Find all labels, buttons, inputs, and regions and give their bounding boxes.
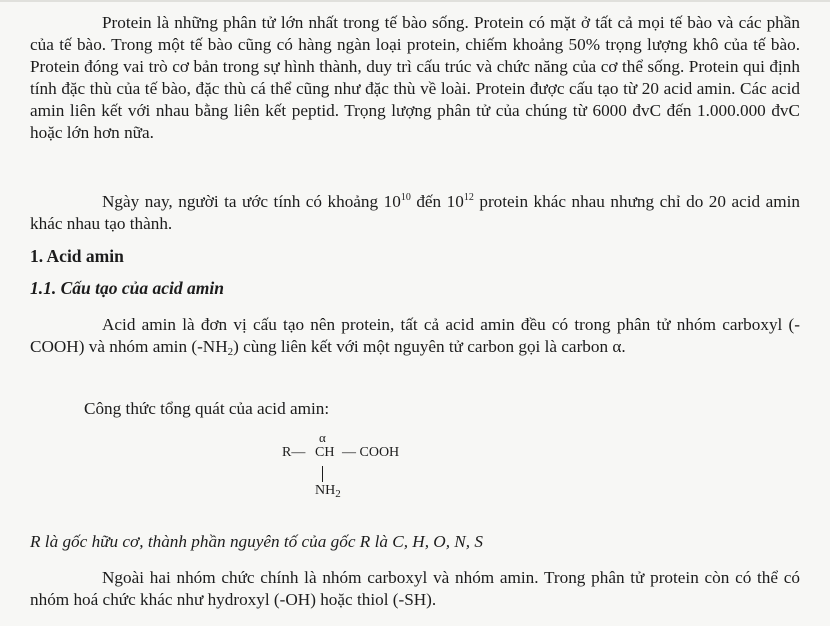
vertical-bond — [322, 466, 323, 482]
exponent: 12 — [463, 192, 474, 203]
alpha-carbon: CH — [315, 445, 335, 460]
subscript: 2 — [335, 488, 341, 500]
section-heading: 1. Acid amin — [30, 246, 124, 266]
paragraph-protein-count — [30, 191, 800, 235]
carboxyl-group: — COOH — [342, 445, 400, 460]
subsection-heading: 1.1. Cấu tạo của acid amin — [30, 278, 224, 298]
text-segment: ) cùng liên kết với một nguyên tử carbon gọi là carbon α. — [233, 337, 626, 357]
r-group: R— — [282, 445, 306, 460]
paragraph-general-formula-label: Công thức tổng quát của acid amin: — [84, 399, 330, 418]
paragraph-r-group-note: R là gốc hữu cơ, thành phần nguyên tố của gốc R là C, H, O, N, S — [30, 532, 483, 551]
amino-symbol: NH — [315, 483, 336, 498]
paragraph-amino-acid-definition — [30, 314, 800, 358]
paragraph-protein-intro: Protein là những phân tử lớn nhất trong tế bào sống. Protein có mặt ở tất cả mọi tế bào và các phần của tế bào. Trong một tế bào cũng có hàng ngàn loại protein, chiếm khoảng 50% trọng lượng khô của tế bào. Protein đóng vai trò cơ bản trong sự hình thành, duy trì cấu trúc và chức năng của cơ thể sống. Protein qui định tính đặc thù của tế bào, đặc thù cá thể cũng như đặc thù về loài. Protein được cấu tạo từ 20 acid amin. Các acid amin liên kết với nhau bằng liên kết peptid. Trọng lượng phân tử của chúng từ 6000 đvC đến 1.000.000 đvC hoặc lớn hơn nữa. — [30, 13, 800, 143]
text-segment: protein khác nhau nhưng chỉ do 20 acid amin khác nhau tạo thành. — [30, 192, 800, 234]
alpha-label: α — [319, 430, 326, 445]
text-segment: Acid amin là đơn vị cấu tạo nên protein, tất cả acid amin đều có trong phân tử nhóm carboxyl (-COOH) và nhóm amin (-NH — [30, 315, 800, 357]
subscript: 2 — [227, 346, 234, 359]
text-segment: Ngày nay, người ta ước tính có khoảng 10 — [102, 192, 401, 211]
scan-edge — [0, 0, 830, 2]
paragraph-other-functional-groups: Ngoài hai nhóm chức chính là nhóm carboxyl và nhóm amin. Trong phân tử protein còn có thể có nhóm hoá chức khác như hydroxyl (-OH) hoặc thiol (-SH). — [30, 568, 800, 610]
amino-group — [315, 483, 341, 499]
text-segment: đến 10 — [410, 192, 464, 211]
amino-acid-formula — [282, 428, 512, 508]
exponent: 10 — [400, 192, 411, 203]
